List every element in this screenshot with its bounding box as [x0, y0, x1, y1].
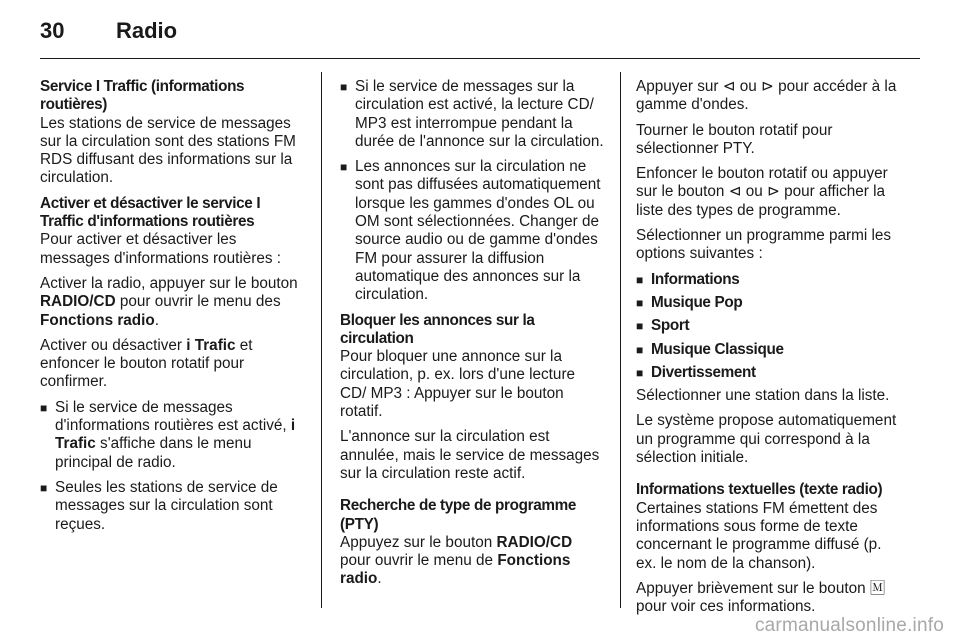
option-divertissement: ■ Divertissement	[636, 364, 904, 382]
paragraph: Sélectionner un programme parmi les options suivantes :	[636, 227, 892, 263]
paragraph: Enfoncer le bouton rotatif ou appuyer sur le bouton ⊲ ou ⊳ pour afficher la liste des types de programme.	[636, 165, 888, 219]
section-heading-activate: Activer et désactiver le service I Traffic d'informations routières	[40, 194, 261, 231]
option-musique-classique: ■ Musique Classique	[636, 341, 904, 359]
paragraph: Le système propose automatiquement un programme qui correspond à la sélection initiale.	[636, 412, 897, 467]
list-item: ■ Si le service de messages d'informations routières est activé, i Trafic s'affiche dans le menu principal de radio.	[40, 399, 305, 472]
header-divider	[40, 58, 920, 59]
watermark: carmanualsonline.info	[754, 615, 944, 636]
paragraph: Les stations de service de messages sur la circulation sont des stations FM RDS diffusant des informations sur la circulation.	[40, 114, 296, 187]
column-right	[636, 78, 904, 623]
section-heading-block: Bloquer les annonces sur la circulation	[340, 311, 535, 347]
option-musique-pop: ■ Musique Pop	[636, 294, 904, 312]
column-left	[40, 78, 305, 541]
paragraph: Activer ou désactiver i Trafic et enfoncer le bouton rotatif pour confirmer.	[40, 336, 253, 391]
page-number: 30	[40, 18, 65, 43]
list-item: ■ Seules les stations de service de messages sur la circulation sont reçues.	[40, 479, 305, 534]
list-item: ■ Les annonces sur la circulation ne sont pas diffusées automatiquement lorsque les gammes d'ondes OL ou OM sont sélectionnées. Changer de source audio ou de gamme d'ondes FM pour assurer la diffusion automatique des annonces sur la circulation.	[340, 158, 604, 304]
option-informations: ■ Informations	[636, 271, 904, 289]
program-options-list	[636, 271, 904, 382]
section-heading-radio-text: Informations textuelles (texte radio)	[636, 481, 883, 499]
section-heading-pty: Recherche de type de programme (PTY)	[340, 497, 577, 533]
column-divider-2	[620, 72, 621, 608]
section-heading-traffic: Service I Traffic (informations routières)	[40, 78, 245, 114]
list-item: ■ Si le service de messages sur la circulation est activé, la lecture CD/ MP3 est interrompue pendant la durée de l'annonce sur la circulation.	[340, 78, 604, 151]
paragraph: Tourner le bouton rotatif pour sélectionner PTY.	[636, 121, 833, 157]
column-divider-1	[321, 72, 322, 608]
paragraph: Appuyer sur ⊲ ou ⊳ pour accéder à la gamme d'ondes.	[636, 78, 897, 114]
paragraph: Activer la radio, appuyer sur le bouton RADIO/CD pour ouvrir le menu des Fonctions radio.	[40, 274, 298, 329]
page-header	[40, 18, 177, 44]
paragraph: L'annonce sur la circulation est annulée, mais le service de messages sur la circulation reste actif.	[340, 428, 600, 482]
paragraph: Sélectionner une station dans la liste.	[636, 387, 890, 405]
paragraph: Appuyer brièvement sur le bouton 🄼 pour voir ces informations.	[636, 579, 886, 616]
option-sport: ■ Sport	[636, 317, 904, 335]
paragraph: Certaines stations FM émettent des informations sous forme de texte concernant le programme diffusé (p. ex. le nom de la chanson).	[636, 499, 882, 572]
column-middle	[340, 78, 604, 596]
paragraph: Pour activer et désactiver les messages d'informations routières :	[40, 231, 281, 267]
paragraph: Appuyez sur le bouton RADIO/CD pour ouvrir le menu de Fonctions radio.	[340, 533, 573, 588]
paragraph: Pour bloquer une annonce sur la circulation, p. ex. lors d'une lecture CD/ MP3 : Appuyer sur le bouton rotatif.	[340, 348, 576, 421]
page-title: Radio	[116, 18, 178, 43]
